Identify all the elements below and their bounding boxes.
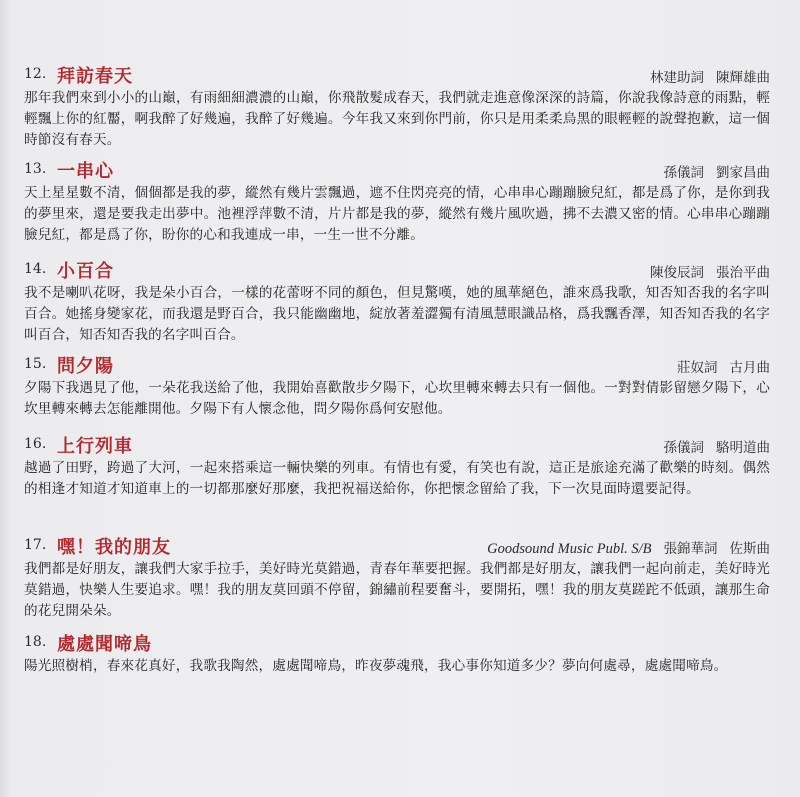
song-number: 17.: [24, 537, 47, 553]
song-lyrics: 我不是喇叭花呀，我是朵小百合，一樣的花蕾呀不同的顏色，但見驚嘆，她的風華絕色，誰來爲我歌，知否知否我的名字叫百合。她搖身變家花，而我還是野百合，我只能幽幽地，綻放著羞澀獨有清風慧眼識品格，爲我飄香澤，知否知否我的名字叫百合，知否知否我的名字叫百合。: [24, 285, 770, 343]
publisher: Goodsound Music Publ. S/B: [487, 541, 652, 557]
song-title: 嘿！我的朋友: [57, 537, 171, 558]
song-credits: [664, 161, 771, 181]
composer: 佐斯曲: [729, 541, 770, 557]
song-credits: [650, 261, 770, 281]
song-number: 12.: [24, 66, 47, 82]
song-12: [24, 62, 770, 151]
song-credits: [677, 356, 770, 376]
lyricist: 莊奴詞: [677, 360, 718, 376]
song-lyrics: 天上星星數不清，個個都是我的夢，縱然有幾片雲飄過，遮不住閃亮亮的情，心串串心蹦蹦臉兒紅，都是爲了你，是你到我的夢里來，還是要我走出夢中。池裡浮萍數不清，片片都是我的夢，縱然有幾片風吹過，拂不去濃又密的情。心串串心蹦蹦臉兒紅，都是爲了你，盼你的心和我連成一串，一生一世不分離。: [24, 185, 770, 243]
song-18: [24, 630, 770, 677]
song-credits: [650, 66, 770, 86]
song-header: [24, 432, 770, 456]
song-number: 13.: [24, 161, 47, 177]
song-number: 16.: [24, 436, 47, 452]
lyricist: 陳俊辰詞: [650, 265, 704, 281]
song-credits: [664, 436, 771, 456]
song-number: 14.: [24, 261, 47, 277]
song-lyrics: 越過了田野，跨過了大河，一起來搭乘這一輛快樂的列車。有情也有愛，有笑也有說，這正是旅途充滿了歡樂的時刻。偶然的相逢才知道才知道車上的一切都那麼好那麼，我把祝福送給你，你把懷念留給了我，下一次見面時還要記得。: [24, 460, 770, 497]
song-title: 問夕陽: [57, 356, 114, 377]
song-header: [24, 157, 770, 181]
lyricist: 孫儀詞: [663, 440, 704, 456]
song-13: [24, 157, 770, 246]
song-lyrics: 陽光照樹梢，春來花真好，我歌我陶然，處處聞啼鳥，昨夜夢魂飛，我心事你知道多少？夢向何處尋，處處聞啼鳥。: [24, 658, 728, 674]
composer: 劉家昌曲: [716, 165, 770, 181]
song-lyrics: 夕陽下我遇見了他，一朵花我送給了他，我開始喜歡散步夕陽下，心坎里轉來轉去只有一個他。一對對倩影留戀夕陽下，心坎里轉來轉去怎能離開他。夕陽下有人懷念他，問夕陽你爲何安慰他。: [24, 380, 770, 417]
song-title: 處處聞啼鳥: [57, 634, 152, 655]
song-14: [24, 257, 770, 346]
composer: 陳輝雄曲: [716, 70, 770, 86]
song-number: 15.: [24, 356, 47, 372]
lyricist: 林建助詞: [650, 70, 704, 86]
song-credits: [487, 537, 770, 558]
lyricist: 張錦華詞: [663, 541, 718, 557]
song-header: [24, 352, 770, 376]
composer: 古月曲: [729, 360, 770, 376]
song-title: 拜訪春天: [57, 66, 133, 87]
lyricist: 孫儀詞: [663, 165, 704, 181]
song-lyrics: 我們都是好朋友，讓我們大家手拉手，美好時光莫錯過，青春年華要把握。我們都是好朋友，讓我們一起向前走，美好時光莫錯過，快樂人生要追求。嘿！我的朋友莫回頭不停留，錦繡前程要奮斗，要開拓，嘿！我的朋友莫蹉跎不低頭，讓那生命的花兒開朵朵。: [24, 561, 770, 619]
song-header: [24, 62, 770, 86]
song-header: [24, 533, 770, 557]
song-title: 上行列車: [57, 436, 133, 457]
composer: 駱明道曲: [716, 440, 770, 456]
song-title: 小百合: [57, 261, 114, 282]
composer: 張治平曲: [716, 265, 770, 281]
song-number: 18.: [24, 634, 47, 650]
song-16: [24, 432, 770, 500]
song-header: [24, 257, 770, 281]
song-15: [24, 352, 770, 420]
song-lyrics: 那年我們來到小小的山巔，有雨細細濃濃的山巔，你飛散髮成春天，我們就走進意像深深的詩篇，你說我像詩意的雨點，輕輕飄上你的紅靨，啊我醉了好幾遍，我醉了好幾遍。今年我又來到你門前，你只是用柔柔烏黑的眼輕輕的說聲抱歉，這一個時節沒有春天。: [24, 90, 770, 148]
song-title: 一串心: [57, 161, 114, 182]
song-header: [24, 630, 770, 654]
song-17: [24, 533, 770, 622]
